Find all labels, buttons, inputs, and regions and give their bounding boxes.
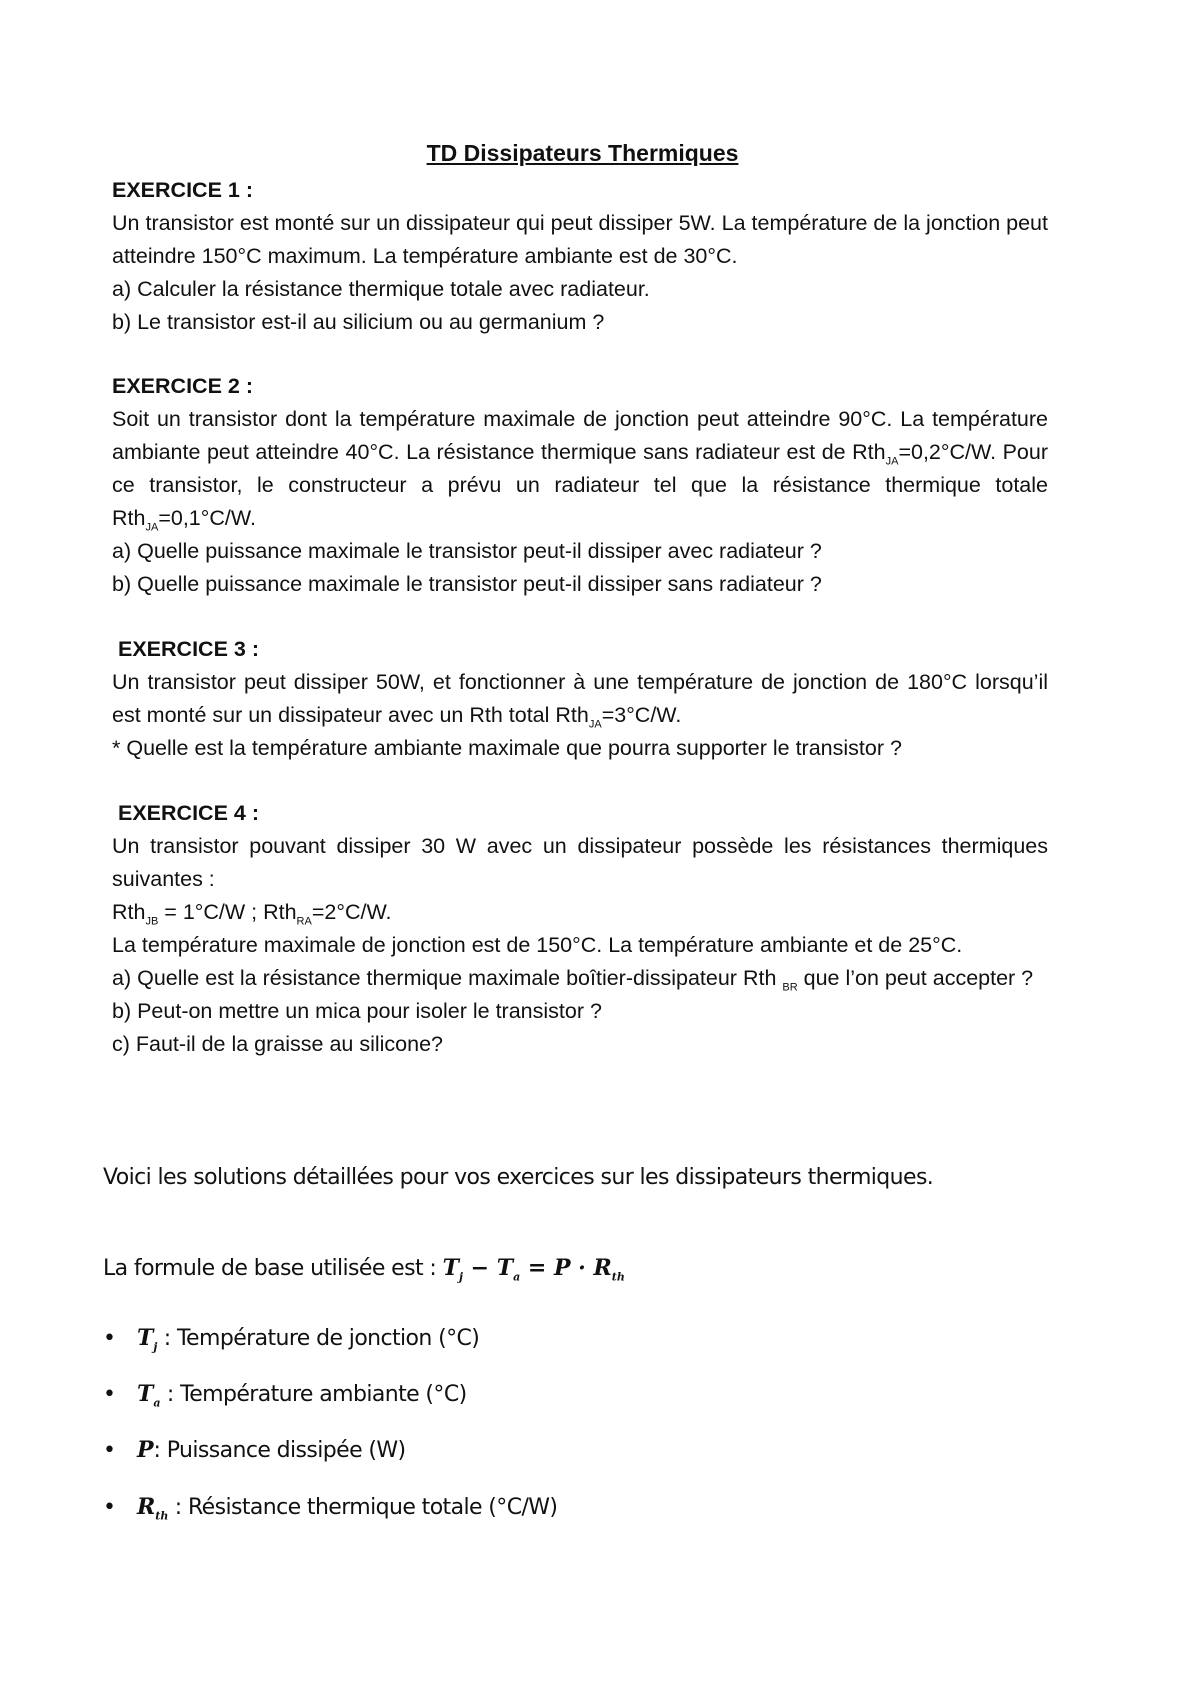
exercise-1-heading: EXERCICE 1 : bbox=[112, 178, 253, 202]
exercise-4-statement: Un transistor pouvant dissiper 30 W avec un dissipateur possède les résistances thermiques suivantes : bbox=[112, 834, 1048, 891]
exercise-1 bbox=[112, 174, 1048, 339]
exercise-4-heading: EXERCICE 4 : bbox=[118, 801, 259, 825]
exercise-1-question-b: b) Le transistor est-il au silicium ou au germanium ? bbox=[112, 310, 605, 334]
exercise-2-statement: Soit un transistor dont la température maximale de jonction peut atteindre 90°C. La température ambiante peut atteindre 40°C. La résistance thermique sans radiateur est de Rth$_{JA}$=0,2°C/W. Pour ce transistor, le constructeur a prévu un radiateur tel que la résistance thermique totale Rth$_{JA}$=0,1°C/W. bbox=[112, 407, 1048, 534]
solutions-intro: Voici les solutions détaillées pour vos exercices sur les dissipateurs thermiques. bbox=[103, 1165, 934, 1190]
exercise-4-question-a: a) Quelle est la résistance thermique maximale boîtier-dissipateur Rth $_{BR}$ que l’on peut accepter ? bbox=[112, 966, 1034, 994]
bullet-icon: • bbox=[103, 1495, 116, 1520]
list-item: • $T_a$ : Température ambiante (°C) bbox=[103, 1381, 467, 1410]
exercise-3-statement: Un transistor peut dissiper 50W, et fonctionner à une température de jonction de 180°C lorsqu’il est monté sur un dissipateur avec un Rth total Rth$_{JA}$=3°C/W. bbox=[112, 670, 1048, 731]
exercise-3-question: * Quelle est la température ambiante maximale que pourra supporter le transistor ? bbox=[112, 736, 902, 760]
exercise-3 bbox=[112, 633, 1048, 765]
list-item: • P: Puissance dissipée (W) bbox=[103, 1437, 406, 1463]
document-title: TD Dissipateurs Thermiques bbox=[426, 140, 739, 166]
bullet-icon: • bbox=[103, 1326, 116, 1351]
exercise-1-statement: Un transistor est monté sur un dissipateur qui peut dissiper 5W. La température de la jonction peut atteindre 150°C maximum. La température ambiante est de 30°C. bbox=[112, 211, 1048, 268]
exercise-4 bbox=[112, 797, 1048, 1061]
exercise-2-question-b: b) Quelle puissance maximale le transistor peut-il dissiper sans radiateur ? bbox=[112, 572, 822, 596]
list-item: • $R_{th}$ : Résistance thermique totale (°C/W) bbox=[103, 1494, 558, 1523]
exercise-1-question-a: a) Calculer la résistance thermique totale avec radiateur. bbox=[112, 277, 650, 301]
formula-line: La formule de base utilisée est : $T_j - T_a = P \cdot R_{th}$ bbox=[103, 1255, 625, 1284]
formula: $T_j - T_a = P \cdot R_{th}$ bbox=[442, 1255, 625, 1284]
exercise-2-heading: EXERCICE 2 : bbox=[112, 374, 253, 398]
exercise-4-question-c: c) Faut-il de la graisse au silicone? bbox=[112, 1032, 444, 1056]
exercise-4-temperatures: La température maximale de jonction est de 150°C. La température ambiante et de 25°C. bbox=[112, 933, 963, 957]
bullet-icon: • bbox=[103, 1438, 116, 1463]
exercise-4-resistances: Rth$_{JB}$ = 1°C/W ; Rth$_{RA}$=2°C/W. bbox=[112, 900, 392, 928]
exercise-2-question-a: a) Quelle puissance maximale le transistor peut-il dissiper avec radiateur ? bbox=[112, 539, 822, 563]
exercise-3-heading: EXERCICE 3 : bbox=[118, 637, 259, 661]
exercise-2 bbox=[112, 370, 1048, 601]
list-item: • $T_j$ : Température de jonction (°C) bbox=[103, 1325, 480, 1354]
bullet-icon: • bbox=[103, 1382, 116, 1407]
exercise-4-question-b: b) Peut-on mettre un mica pour isoler le transistor ? bbox=[112, 999, 602, 1023]
